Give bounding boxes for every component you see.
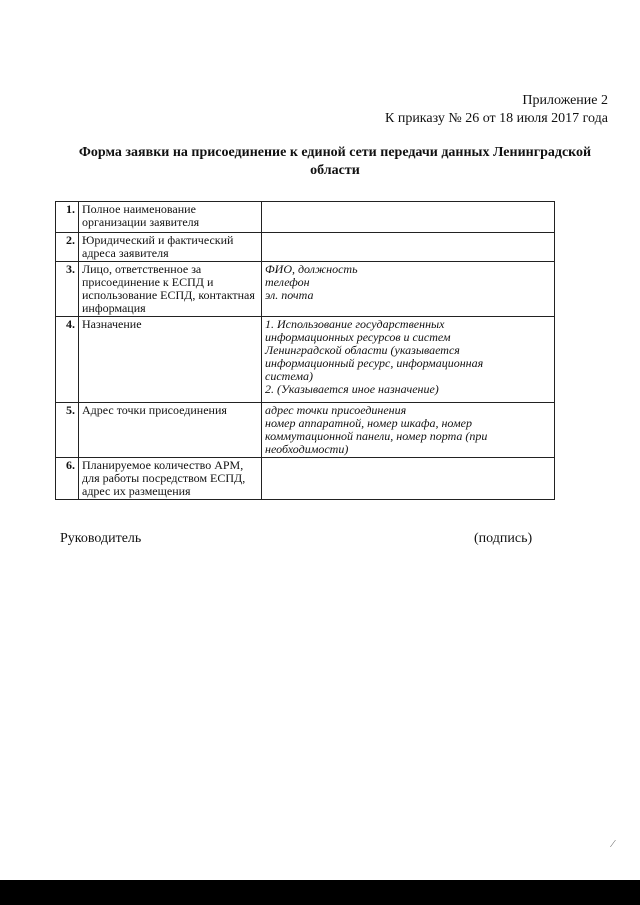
row-label: Лицо, ответственное за присоединение к ЕСПД и использование ЕСПД, контактная информация	[79, 262, 262, 317]
row-value	[262, 317, 555, 403]
value-line: необходимости)	[265, 442, 349, 456]
row-number: 5.	[56, 403, 79, 458]
row-value	[262, 262, 555, 317]
row-number: 3.	[56, 262, 79, 317]
table-row	[56, 233, 555, 262]
value-line: эл. почта	[265, 288, 314, 302]
value-line: коммутационной панели, номер порта (при	[265, 429, 488, 443]
scan-border	[0, 880, 640, 905]
row-number: 1.	[56, 202, 79, 233]
value-line: информационных ресурсов и систем	[265, 330, 451, 344]
value-line: информационный ресурс, информационная	[265, 356, 484, 370]
signature-role: Руководитель	[60, 531, 142, 546]
row-number: 6.	[56, 458, 79, 500]
row-label: Юридический и фактический адреса заявителя	[79, 233, 262, 262]
row-label: Назначение	[79, 317, 262, 403]
table-row	[56, 202, 555, 233]
value-line: номер аппаратной, номер шкафа, номер	[265, 416, 472, 430]
row-value	[262, 403, 555, 458]
signature-placeholder: (подпись)	[474, 531, 533, 546]
value-line: система)	[265, 369, 313, 383]
row-value	[262, 233, 555, 262]
value-line: ФИО, должность	[265, 262, 358, 276]
value-line: Ленинградской области (указывается	[265, 343, 460, 357]
appendix-header	[385, 92, 608, 128]
order-reference: К приказу № 26 от 18 июля 2017 года	[384, 111, 608, 126]
title-line-1: Форма заявки на присоединение к единой сети передачи данных Ленинградской	[78, 145, 592, 160]
value-line: телефон	[265, 275, 310, 289]
row-label: Полное наименование организации заявителя	[79, 202, 262, 233]
row-value	[262, 458, 555, 500]
table-row	[56, 458, 555, 500]
value-line: 1. Использование государственных	[265, 317, 445, 331]
appendix-number: Приложение 2	[522, 93, 608, 108]
table-row	[56, 403, 555, 458]
table-row	[56, 262, 555, 317]
row-number: 4.	[56, 317, 79, 403]
title-line-2: области	[310, 163, 360, 178]
value-line: 2. (Указывается иное назначение)	[265, 382, 439, 396]
table-row	[56, 317, 555, 403]
row-label: Адрес точки присоединения	[79, 403, 262, 458]
application-form-table	[55, 201, 555, 500]
scan-mark-icon: ⁄	[612, 838, 614, 850]
document-title	[50, 144, 620, 180]
row-number: 2.	[56, 233, 79, 262]
row-label: Планируемое количество АРМ, для работы посредством ЕСПД, адрес их размещения	[79, 458, 262, 500]
value-line: адрес точки присоединения	[265, 403, 407, 417]
row-value	[262, 202, 555, 233]
